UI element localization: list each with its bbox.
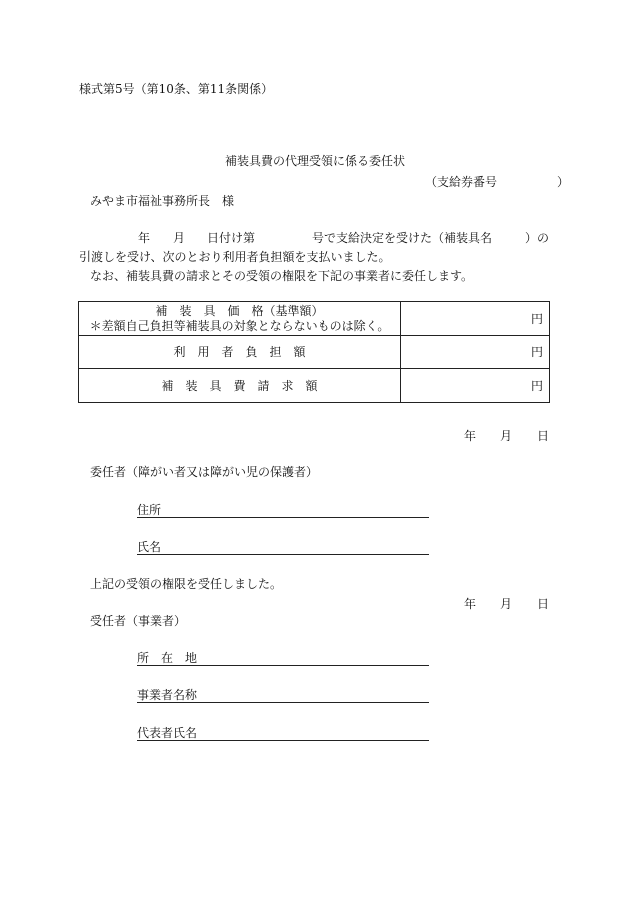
location-label: 所 在 地 bbox=[137, 651, 198, 665]
delegate-heading: 受任者（事業者） bbox=[90, 614, 187, 628]
body-close: ）の bbox=[525, 231, 550, 245]
copay-label-cell bbox=[79, 336, 401, 369]
claim-label-cell bbox=[79, 369, 401, 403]
business-name-label: 事業者名称 bbox=[137, 688, 198, 702]
claim-amount-cell bbox=[401, 369, 550, 403]
copay-amount-cell bbox=[401, 336, 550, 369]
table-row bbox=[79, 369, 550, 403]
date1-month: 月 bbox=[500, 429, 513, 443]
body-date: 日付け第 bbox=[207, 231, 256, 245]
copay-label: 利 用 者 負 担 額 bbox=[173, 345, 306, 359]
date2-month: 月 bbox=[500, 597, 513, 611]
addressee: みやま市福祉事務所長 様 bbox=[90, 194, 235, 208]
fee-table bbox=[78, 301, 550, 403]
yen-unit: 円 bbox=[530, 345, 543, 359]
name-line[interactable] bbox=[137, 540, 429, 555]
body-year: 年 bbox=[138, 231, 151, 245]
date2-year: 年 bbox=[464, 597, 477, 611]
price-label: 補 装 具 価 格（基準額） bbox=[155, 304, 324, 318]
voucher-number: （支給券番号 ） bbox=[425, 175, 570, 189]
address-line[interactable] bbox=[137, 503, 429, 518]
table-row bbox=[79, 302, 550, 336]
address-label: 住所 bbox=[137, 503, 162, 517]
body-line3: なお、補装具費の請求とその受領の権限を下記の事業者に委任します。 bbox=[90, 269, 474, 283]
name-label: 氏名 bbox=[137, 540, 162, 554]
delegator-heading: 委任者（障がい者又は障がい児の保護者） bbox=[90, 465, 319, 479]
body-number: 号で支給決定を受けた（補装具名 bbox=[312, 231, 493, 245]
representative-label: 代表者氏名 bbox=[137, 726, 198, 740]
price-amount-cell bbox=[401, 302, 550, 336]
yen-unit: 円 bbox=[530, 378, 543, 393]
business-name-line[interactable] bbox=[137, 688, 429, 703]
date1-year: 年 bbox=[464, 429, 477, 443]
yen-unit: 円 bbox=[530, 311, 543, 326]
document-title: 補装具費の代理受領に係る委任状 bbox=[225, 154, 406, 168]
price-label-cell bbox=[79, 302, 401, 336]
body-month: 月 bbox=[173, 231, 186, 245]
body-line2: 引渡しを受け、次のとおり利用者負担額を支払いました。 bbox=[79, 250, 391, 264]
claim-label: 補 装 具 費 請 求 額 bbox=[161, 378, 318, 393]
location-line[interactable] bbox=[137, 651, 429, 666]
table-row bbox=[79, 336, 550, 369]
price-note: ＊差額自己負担等補装具の対象とならないものは除く。 bbox=[89, 319, 390, 333]
form-number: 様式第5号（第10条、第11条関係） bbox=[79, 82, 274, 96]
date1-day: 日 bbox=[537, 429, 550, 443]
representative-line[interactable] bbox=[137, 726, 429, 741]
acceptance-text: 上記の受領の権限を受任しました。 bbox=[90, 577, 283, 591]
date2-day: 日 bbox=[537, 597, 550, 611]
